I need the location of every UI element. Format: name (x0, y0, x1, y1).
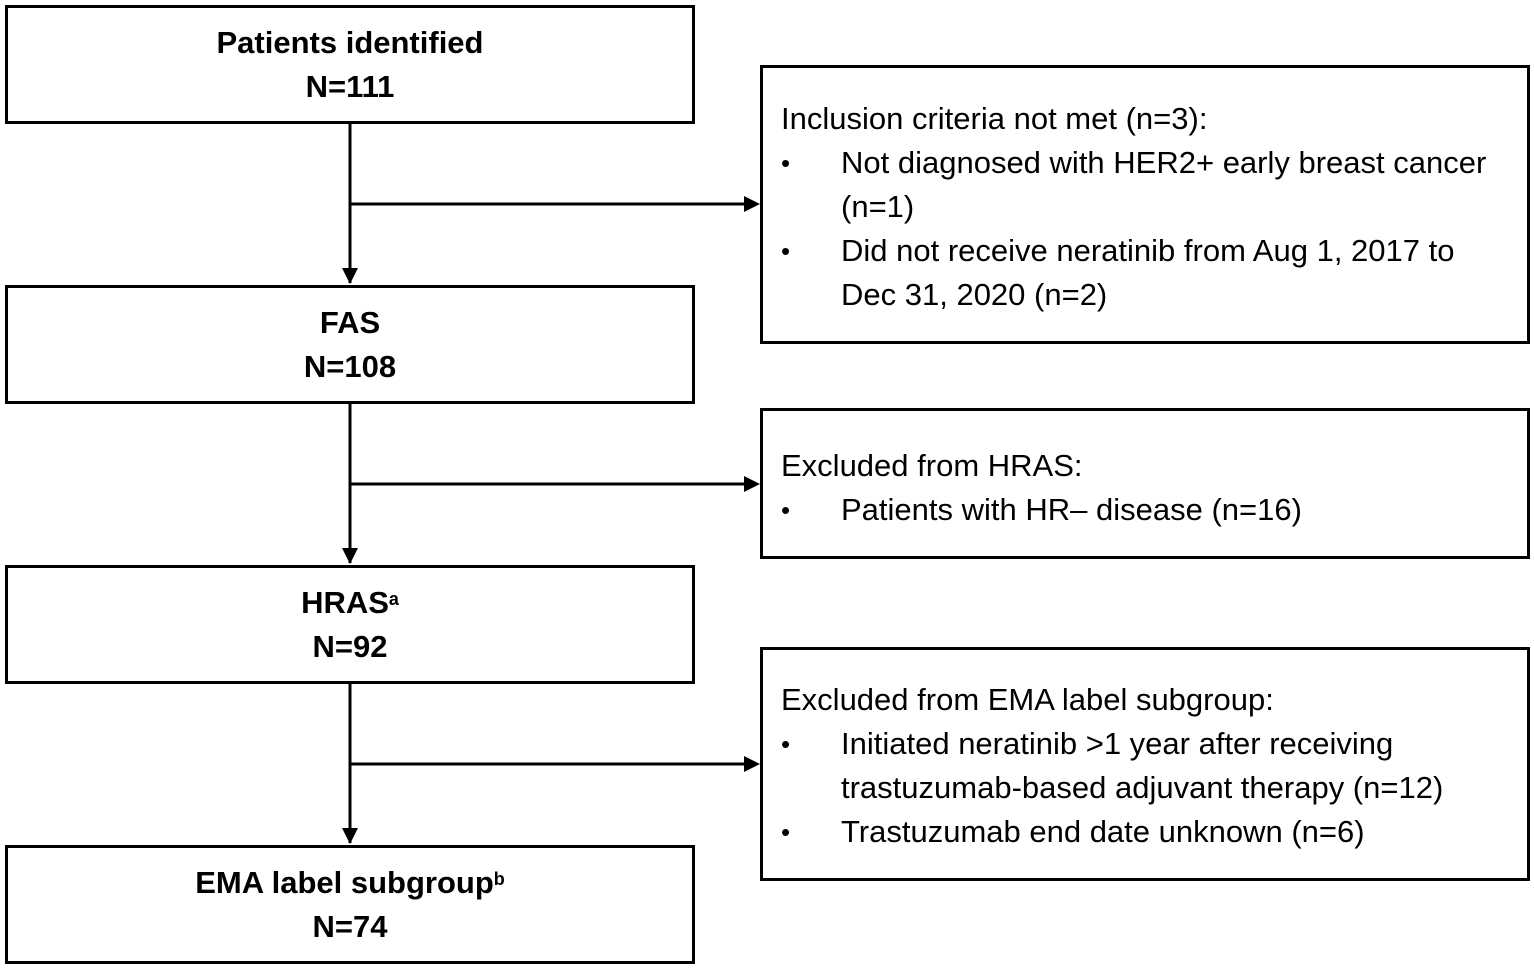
exclusion-list (781, 141, 1507, 317)
box-fas (5, 285, 695, 404)
box-title: FAS (319, 304, 381, 340)
box-count: N=92 (312, 628, 388, 664)
box-patients-identified (5, 5, 695, 124)
box-hras (5, 565, 695, 684)
exclusion-list (781, 722, 1507, 854)
exclusion-heading: Inclusion criteria not met (n=3): (781, 101, 1208, 136)
bullet-icon: • (781, 495, 791, 525)
box-title: EMA label subgroup$^b$ (195, 864, 505, 900)
box-title: HRAS$^a$ (301, 584, 399, 620)
box-excluded-from-ema-label-subgroup (760, 647, 1530, 881)
bullet-icon: • (781, 148, 791, 178)
list-item: • Did not receive neratinib from Aug 1, 2017 to Dec 31, 2020 (n=2) (781, 229, 1507, 317)
list-item: • Trastuzumab end date unknown (n=6) (781, 810, 1507, 854)
list-item: • Not diagnosed with HER2+ early breast cancer (n=1) (781, 141, 1507, 229)
box-title: Patients identified (216, 24, 484, 60)
box-ema-label-subgroup (5, 845, 695, 964)
exclusion-heading: Excluded from HRAS: (781, 448, 1083, 483)
box-excluded-from-hras (760, 408, 1530, 559)
footnote-marker: a (388, 588, 399, 609)
list-item: • Initiated neratinib >1 year after receiving trastuzumab-based adjuvant therapy (n=12) (781, 722, 1507, 810)
bullet-icon: • (781, 236, 791, 266)
bullet-icon: • (781, 817, 791, 847)
exclusion-list (781, 488, 1507, 532)
box-count: N=74 (312, 908, 388, 944)
box-count: N=111 (305, 68, 395, 104)
box-inclusion-criteria-not-met (760, 65, 1530, 344)
bullet-icon: • (781, 729, 791, 759)
footnote-marker: b (493, 868, 505, 889)
exclusion-heading: Excluded from EMA label subgroup: (781, 682, 1274, 717)
box-count: N=108 (303, 348, 397, 384)
list-item: • Patients with HR– disease (n=16) (781, 488, 1507, 532)
